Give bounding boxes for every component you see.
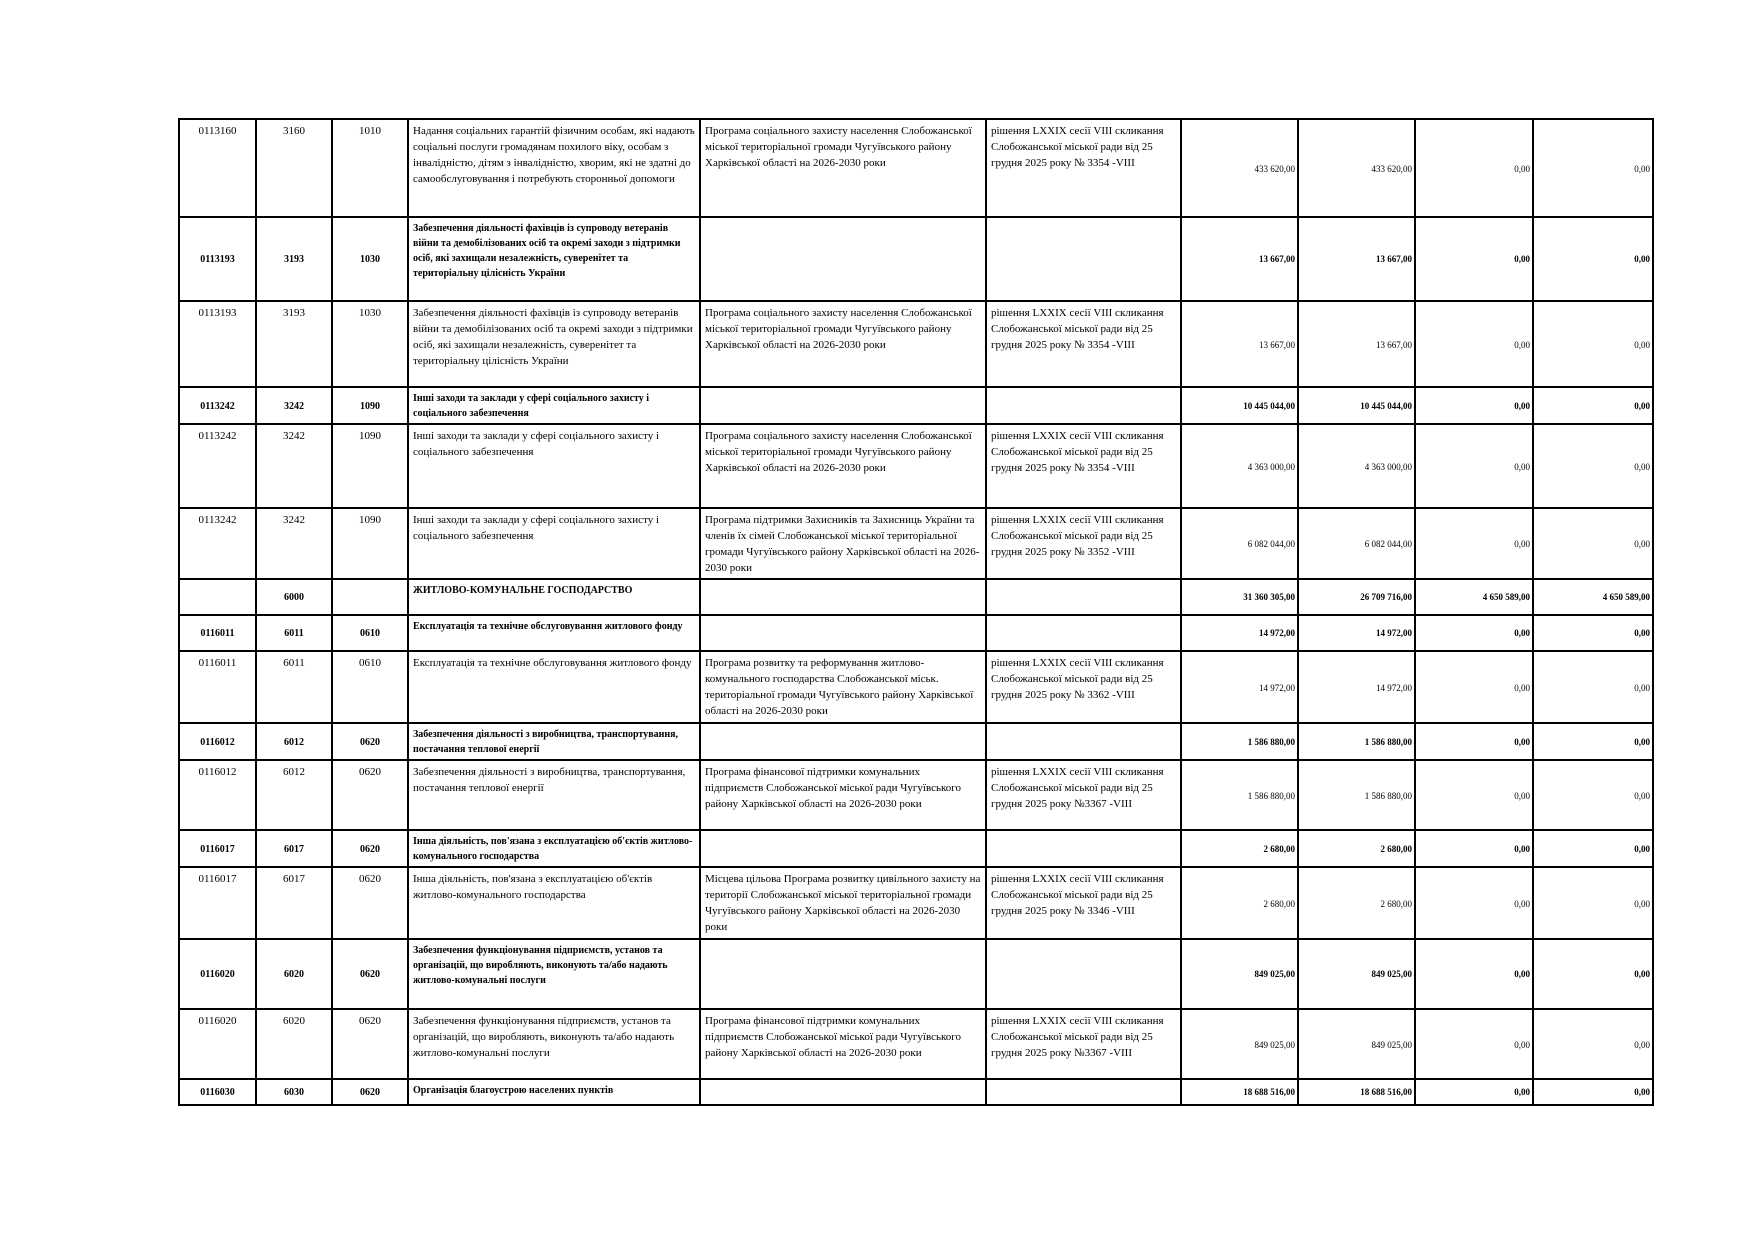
special-fund-cell: 0,00 bbox=[1415, 119, 1533, 217]
general-fund-cell: 10 445 044,00 bbox=[1298, 387, 1415, 424]
development-budget-cell: 0,00 bbox=[1533, 217, 1653, 301]
function-code-cell: 6030 bbox=[256, 1079, 332, 1105]
special-fund-cell: 0,00 bbox=[1415, 1079, 1533, 1105]
program-code-cell: 0113242 bbox=[179, 424, 256, 508]
total-amount-cell: 849 025,00 bbox=[1181, 1009, 1298, 1079]
expense-name-cell: Надання соціальних гарантій фізичним особам, які надають соціальні послуги громадянам похилого віку, особам з інвалідністю, дітям з інвалідністю, хворим, які не здатні до самообслуговування і потребують сторонньої допомоги bbox=[408, 119, 700, 217]
development-budget-cell: 0,00 bbox=[1533, 651, 1653, 723]
table-row bbox=[179, 508, 1653, 579]
program-name-cell: Програма соціального захисту населення Слобожанської міської територіальної громади Чугуївського району Харківської області на 2026-2030 роки bbox=[700, 424, 986, 508]
development-budget-cell: 0,00 bbox=[1533, 760, 1653, 830]
classification-code-cell: 1090 bbox=[332, 424, 408, 508]
expense-name-cell: Забезпечення діяльності фахівців із супроводу ветеранів війни та демобілізованих осіб та окремі заходи з підтримки осіб, які захищали незалежність, суверенітет та територіальну цілісність України bbox=[408, 217, 700, 301]
expense-name-cell: Організація благоустрою населених пунктів bbox=[408, 1079, 700, 1105]
decision-cell bbox=[986, 579, 1181, 615]
program-name-cell: Місцева цільова Програма розвитку цивільного захисту на території Слобожанської міської територіальної громади Чугуївського району Харківської області на 2026-2030 роки bbox=[700, 867, 986, 939]
program-name-cell bbox=[700, 723, 986, 760]
development-budget-cell: 0,00 bbox=[1533, 119, 1653, 217]
program-code-cell: 0116017 bbox=[179, 867, 256, 939]
program-name-cell bbox=[700, 830, 986, 867]
function-code-cell: 3160 bbox=[256, 119, 332, 217]
table-row bbox=[179, 760, 1653, 830]
program-code-cell: 0113193 bbox=[179, 301, 256, 387]
program-code-cell: 0113242 bbox=[179, 508, 256, 579]
special-fund-cell: 0,00 bbox=[1415, 939, 1533, 1009]
program-name-cell: Програма соціального захисту населення Слобожанської міської територіальної громади Чугуївського району Харківської області на 2026-2030 роки bbox=[700, 119, 986, 217]
program-code-cell: 0113242 bbox=[179, 387, 256, 424]
special-fund-cell: 0,00 bbox=[1415, 508, 1533, 579]
classification-code-cell: 0620 bbox=[332, 867, 408, 939]
budget-table bbox=[178, 118, 1654, 1106]
total-amount-cell: 13 667,00 bbox=[1181, 217, 1298, 301]
program-name-cell bbox=[700, 579, 986, 615]
special-fund-cell: 0,00 bbox=[1415, 760, 1533, 830]
general-fund-cell: 4 363 000,00 bbox=[1298, 424, 1415, 508]
decision-cell: рішення LXXIX сесії VIII скликання Слобожанської міської ради від 25 грудня 2025 року № 3354 -VIII bbox=[986, 301, 1181, 387]
expense-name-cell: ЖИТЛОВО-КОМУНАЛЬНЕ ГОСПОДАРСТВО bbox=[408, 579, 700, 615]
decision-cell bbox=[986, 387, 1181, 424]
general-fund-cell: 433 620,00 bbox=[1298, 119, 1415, 217]
expense-name-cell: Експлуатація та технічне обслуговування житлового фонду bbox=[408, 651, 700, 723]
decision-cell: рішення LXXIX сесії VIII скликання Слобожанської міської ради від 25 грудня 2025 року №3367 -VIII bbox=[986, 760, 1181, 830]
decision-cell bbox=[986, 939, 1181, 1009]
program-name-cell bbox=[700, 939, 986, 1009]
special-fund-cell: 0,00 bbox=[1415, 830, 1533, 867]
special-fund-cell: 4 650 589,00 bbox=[1415, 579, 1533, 615]
table-row bbox=[179, 867, 1653, 939]
decision-cell: рішення LXXIX сесії VIII скликання Слобожанської міської ради від 25 грудня 2025 року №3367 -VIII bbox=[986, 1009, 1181, 1079]
program-code-cell: 0116012 bbox=[179, 760, 256, 830]
function-code-cell: 3193 bbox=[256, 301, 332, 387]
function-code-cell: 6017 bbox=[256, 830, 332, 867]
decision-cell bbox=[986, 1079, 1181, 1105]
expense-name-cell: Забезпечення функціонування підприємств, установ та організацій, що виробляють, виконують та/або надають житлово-комунальні послуги bbox=[408, 939, 700, 1009]
development-budget-cell: 0,00 bbox=[1533, 424, 1653, 508]
program-name-cell: Програма фінансової підтримки комунальних підприємств Слобожанської міської ради Чугуївського району Харківської області на 2026-2030 роки bbox=[700, 760, 986, 830]
general-fund-cell: 2 680,00 bbox=[1298, 830, 1415, 867]
program-code-cell bbox=[179, 579, 256, 615]
program-code-cell: 0116011 bbox=[179, 651, 256, 723]
development-budget-cell: 0,00 bbox=[1533, 867, 1653, 939]
general-fund-cell: 1 586 880,00 bbox=[1298, 760, 1415, 830]
subtotal-row bbox=[179, 830, 1653, 867]
classification-code-cell: 0620 bbox=[332, 1079, 408, 1105]
total-amount-cell: 1 586 880,00 bbox=[1181, 760, 1298, 830]
program-name-cell: Програма соціального захисту населення Слобожанської міської територіальної громади Чугуївського району Харківської області на 2026-2030 роки bbox=[700, 301, 986, 387]
subtotal-row bbox=[179, 723, 1653, 760]
table-row bbox=[179, 1009, 1653, 1079]
general-fund-cell: 14 972,00 bbox=[1298, 651, 1415, 723]
development-budget-cell: 0,00 bbox=[1533, 1009, 1653, 1079]
development-budget-cell: 4 650 589,00 bbox=[1533, 579, 1653, 615]
table-row bbox=[179, 424, 1653, 508]
function-code-cell: 6011 bbox=[256, 651, 332, 723]
expense-name-cell: Інші заходи та заклади у сфері соціального захисту і соціального забезпечення bbox=[408, 424, 700, 508]
general-fund-cell: 849 025,00 bbox=[1298, 1009, 1415, 1079]
subtotal-row bbox=[179, 387, 1653, 424]
classification-code-cell: 1010 bbox=[332, 119, 408, 217]
program-code-cell: 0116030 bbox=[179, 1079, 256, 1105]
decision-cell: рішення LXXIX сесії VIII скликання Слобожанської міської ради від 25 грудня 2025 року № 3352 -VIII bbox=[986, 508, 1181, 579]
general-fund-cell: 13 667,00 bbox=[1298, 301, 1415, 387]
subtotal-row bbox=[179, 579, 1653, 615]
program-name-cell: Програма фінансової підтримки комунальних підприємств Слобожанської міської ради Чугуївського району Харківської області на 2026-2030 роки bbox=[700, 1009, 986, 1079]
decision-cell bbox=[986, 830, 1181, 867]
special-fund-cell: 0,00 bbox=[1415, 723, 1533, 760]
special-fund-cell: 0,00 bbox=[1415, 1009, 1533, 1079]
function-code-cell: 6020 bbox=[256, 939, 332, 1009]
general-fund-cell: 14 972,00 bbox=[1298, 615, 1415, 651]
classification-code-cell: 0620 bbox=[332, 939, 408, 1009]
classification-code-cell: 0620 bbox=[332, 1009, 408, 1079]
classification-code-cell: 0620 bbox=[332, 830, 408, 867]
total-amount-cell: 10 445 044,00 bbox=[1181, 387, 1298, 424]
special-fund-cell: 0,00 bbox=[1415, 387, 1533, 424]
function-code-cell: 3193 bbox=[256, 217, 332, 301]
decision-cell: рішення LXXIX сесії VIII скликання Слобожанської міської ради від 25 грудня 2025 року № 3354 -VIII bbox=[986, 119, 1181, 217]
table-row bbox=[179, 301, 1653, 387]
total-amount-cell: 18 688 516,00 bbox=[1181, 1079, 1298, 1105]
function-code-cell: 6012 bbox=[256, 723, 332, 760]
classification-code-cell: 0620 bbox=[332, 760, 408, 830]
program-name-cell bbox=[700, 387, 986, 424]
function-code-cell: 6017 bbox=[256, 867, 332, 939]
expense-name-cell: Інша діяльність, пов'язана з експлуатацією об'єктів житлово-комунального господарства bbox=[408, 867, 700, 939]
development-budget-cell: 0,00 bbox=[1533, 1079, 1653, 1105]
function-code-cell: 3242 bbox=[256, 387, 332, 424]
total-amount-cell: 14 972,00 bbox=[1181, 651, 1298, 723]
program-name-cell bbox=[700, 1079, 986, 1105]
classification-code-cell bbox=[332, 579, 408, 615]
program-name-cell bbox=[700, 615, 986, 651]
total-amount-cell: 1 586 880,00 bbox=[1181, 723, 1298, 760]
classification-code-cell: 1030 bbox=[332, 301, 408, 387]
expense-name-cell: Інші заходи та заклади у сфері соціального захисту і соціального забезпечення bbox=[408, 508, 700, 579]
program-code-cell: 0116012 bbox=[179, 723, 256, 760]
subtotal-row bbox=[179, 615, 1653, 651]
decision-cell bbox=[986, 615, 1181, 651]
expense-name-cell: Забезпечення діяльності фахівців із супроводу ветеранів війни та демобілізованих осіб та окремі заходи з підтримки осіб, які захищали незалежність, суверенітет та територіальну цілісність України bbox=[408, 301, 700, 387]
expense-name-cell: Інші заходи та заклади у сфері соціального захисту і соціального забезпечення bbox=[408, 387, 700, 424]
general-fund-cell: 6 082 044,00 bbox=[1298, 508, 1415, 579]
table-row bbox=[179, 651, 1653, 723]
subtotal-row bbox=[179, 1079, 1653, 1105]
expense-name-cell: Експлуатація та технічне обслуговування житлового фонду bbox=[408, 615, 700, 651]
expense-name-cell: Забезпечення діяльності з виробництва, транспортування, постачання теплової енергії bbox=[408, 760, 700, 830]
total-amount-cell: 14 972,00 bbox=[1181, 615, 1298, 651]
subtotal-row bbox=[179, 939, 1653, 1009]
total-amount-cell: 13 667,00 bbox=[1181, 301, 1298, 387]
total-amount-cell: 2 680,00 bbox=[1181, 867, 1298, 939]
classification-code-cell: 0620 bbox=[332, 723, 408, 760]
function-code-cell: 6020 bbox=[256, 1009, 332, 1079]
total-amount-cell: 4 363 000,00 bbox=[1181, 424, 1298, 508]
development-budget-cell: 0,00 bbox=[1533, 939, 1653, 1009]
decision-cell bbox=[986, 723, 1181, 760]
total-amount-cell: 2 680,00 bbox=[1181, 830, 1298, 867]
development-budget-cell: 0,00 bbox=[1533, 387, 1653, 424]
program-code-cell: 0116017 bbox=[179, 830, 256, 867]
total-amount-cell: 433 620,00 bbox=[1181, 119, 1298, 217]
decision-cell: рішення LXXIX сесії VIII скликання Слобожанської міської ради від 25 грудня 2025 року № 3362 -VIII bbox=[986, 651, 1181, 723]
special-fund-cell: 0,00 bbox=[1415, 301, 1533, 387]
function-code-cell: 6011 bbox=[256, 615, 332, 651]
classification-code-cell: 0610 bbox=[332, 615, 408, 651]
special-fund-cell: 0,00 bbox=[1415, 217, 1533, 301]
expense-name-cell: Забезпечення діяльності з виробництва, транспортування, постачання теплової енергії bbox=[408, 723, 700, 760]
classification-code-cell: 1090 bbox=[332, 387, 408, 424]
decision-cell: рішення LXXIX сесії VIII скликання Слобожанської міської ради від 25 грудня 2025 року № 3346 -VIII bbox=[986, 867, 1181, 939]
function-code-cell: 6000 bbox=[256, 579, 332, 615]
program-code-cell: 0116020 bbox=[179, 939, 256, 1009]
classification-code-cell: 0610 bbox=[332, 651, 408, 723]
development-budget-cell: 0,00 bbox=[1533, 301, 1653, 387]
expense-name-cell: Інша діяльність, пов'язана з експлуатацією об'єктів житлово-комунального господарства bbox=[408, 830, 700, 867]
general-fund-cell: 849 025,00 bbox=[1298, 939, 1415, 1009]
subtotal-row bbox=[179, 217, 1653, 301]
special-fund-cell: 0,00 bbox=[1415, 615, 1533, 651]
program-code-cell: 0113193 bbox=[179, 217, 256, 301]
program-name-cell: Програма підтримки Захисників та Захисниць України та членів їх сімей Слобожанської міської територіальної громади Чугуївського району Харківської області на 2026-2030 роки bbox=[700, 508, 986, 579]
program-name-cell bbox=[700, 217, 986, 301]
total-amount-cell: 31 360 305,00 bbox=[1181, 579, 1298, 615]
special-fund-cell: 0,00 bbox=[1415, 867, 1533, 939]
program-code-cell: 0113160 bbox=[179, 119, 256, 217]
general-fund-cell: 1 586 880,00 bbox=[1298, 723, 1415, 760]
special-fund-cell: 0,00 bbox=[1415, 424, 1533, 508]
development-budget-cell: 0,00 bbox=[1533, 723, 1653, 760]
classification-code-cell: 1030 bbox=[332, 217, 408, 301]
general-fund-cell: 13 667,00 bbox=[1298, 217, 1415, 301]
general-fund-cell: 2 680,00 bbox=[1298, 867, 1415, 939]
program-code-cell: 0116020 bbox=[179, 1009, 256, 1079]
program-name-cell: Програма розвитку та реформування житлово-комунального господарства Слобожанської міськ. територіальної громади Чугуївського району Харківської області на 2026-2030 роки bbox=[700, 651, 986, 723]
expense-name-cell: Забезпечення функціонування підприємств, установ та організацій, що виробляють, виконують та/або надають житлово-комунальні послуги bbox=[408, 1009, 700, 1079]
total-amount-cell: 849 025,00 bbox=[1181, 939, 1298, 1009]
table-row bbox=[179, 119, 1653, 217]
general-fund-cell: 18 688 516,00 bbox=[1298, 1079, 1415, 1105]
function-code-cell: 6012 bbox=[256, 760, 332, 830]
decision-cell bbox=[986, 217, 1181, 301]
function-code-cell: 3242 bbox=[256, 424, 332, 508]
special-fund-cell: 0,00 bbox=[1415, 651, 1533, 723]
classification-code-cell: 1090 bbox=[332, 508, 408, 579]
development-budget-cell: 0,00 bbox=[1533, 508, 1653, 579]
function-code-cell: 3242 bbox=[256, 508, 332, 579]
development-budget-cell: 0,00 bbox=[1533, 830, 1653, 867]
program-code-cell: 0116011 bbox=[179, 615, 256, 651]
total-amount-cell: 6 082 044,00 bbox=[1181, 508, 1298, 579]
general-fund-cell: 26 709 716,00 bbox=[1298, 579, 1415, 615]
development-budget-cell: 0,00 bbox=[1533, 615, 1653, 651]
decision-cell: рішення LXXIX сесії VIII скликання Слобожанської міської ради від 25 грудня 2025 року № 3354 -VIII bbox=[986, 424, 1181, 508]
